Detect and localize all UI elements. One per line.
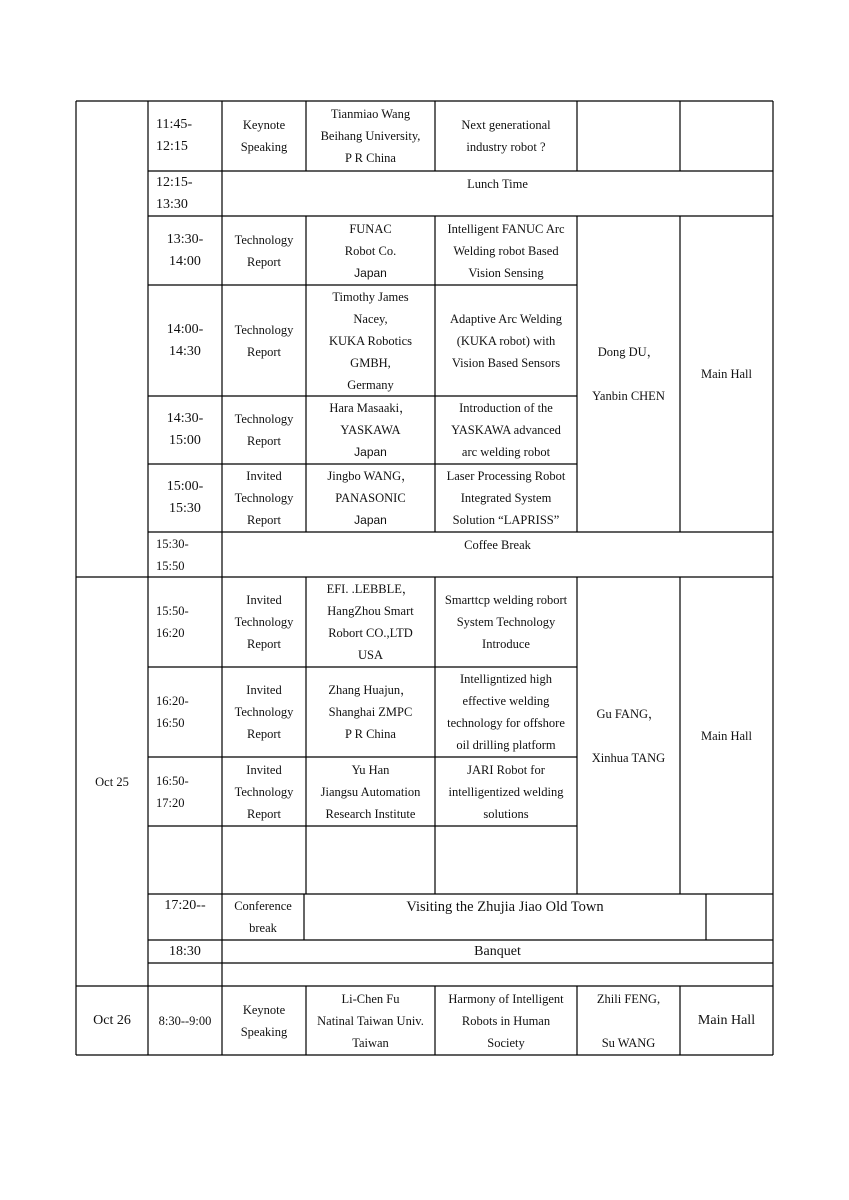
- talk-title: Introduction of the YASKAWA advanced arc welding robot: [451, 401, 561, 459]
- session-chairs: Gu FANG， Xinhua TANG: [591, 706, 666, 765]
- session-type: Technology Report: [234, 232, 294, 269]
- speaker-cell: Li-Chen Fu Natinal Taiwan Univ. Taiwan: [317, 991, 424, 1050]
- event-label: Coffee Break: [464, 537, 531, 552]
- speaker-cell: [306, 464, 435, 532]
- speaker-cell: Tianmiao Wang Beihang University, P R China: [320, 107, 421, 165]
- session-type: Keynote Speaking: [240, 1002, 288, 1039]
- session-type: Keynote Speaking: [240, 118, 288, 154]
- talk-title: JARI Robot for intelligentized welding solutions: [448, 762, 564, 821]
- time-cell: 8:30--9:00: [158, 1013, 212, 1028]
- session-type: Technology Report: [234, 322, 294, 359]
- time-cell: 11:45- 12:15: [156, 117, 193, 154]
- session-type: Conference break: [234, 899, 292, 935]
- session-chairs: Zhili FENG, Su WANG: [596, 991, 661, 1050]
- event-label: Visiting the Zhujia Jiao Old Town: [406, 899, 604, 915]
- talk-title: Laser Processing Robot Integrated System Solution “LAPRISS”: [446, 469, 566, 527]
- speaker-cell: Timothy James Nacey, KUKA Robotics GMBH, Germany: [329, 289, 412, 392]
- event-label: Lunch Time: [467, 176, 528, 191]
- session-type: Invited Technology Report: [234, 762, 294, 821]
- time-cell: 18:30: [169, 943, 201, 959]
- speaker-cell: [306, 577, 435, 667]
- session-type: Invited Technology Report: [234, 593, 294, 651]
- session-type: Technology Report: [234, 412, 294, 448]
- talk-title: Adaptive Arc Welding (KUKA robot) with Vision Based Sensors: [450, 311, 562, 370]
- speaker-name: Jingbo WANG， PANASONIC: [327, 469, 414, 505]
- event-label: Banquet: [474, 943, 521, 959]
- speaker-country: Japan: [354, 265, 387, 280]
- time-cell: 17:20--: [164, 898, 206, 913]
- session-room: Main Hall: [700, 367, 753, 381]
- talk-title: Intelligntized high effective welding technology for offshore oil drilling platform: [447, 672, 565, 752]
- session-type: Invited Technology Report: [234, 683, 294, 741]
- session-room: Main Hall: [700, 728, 753, 743]
- talk-title: Intelligent FANUC Arc Welding robot Based Vision Sensing: [447, 221, 565, 280]
- session-type: Invited Technology Report: [234, 469, 294, 527]
- time-cell: 15:00- 15:30: [166, 479, 204, 516]
- talk-title: Next generational industry robot ?: [461, 118, 551, 154]
- time-cell: 15:50- 16:20: [156, 604, 189, 640]
- speaker-name: EFI. .LEBBLE， HangZhou Smart Robort CO.,LTD: [326, 582, 415, 640]
- talk-title: Harmony of Intelligent Robots in Human Society: [448, 991, 564, 1050]
- speaker-cell: Zhang Huajun， Shanghai ZMPC P R China: [328, 683, 413, 741]
- speaker-cell: Yu Han Jiangsu Automation Research Institute: [320, 762, 421, 821]
- time-cell: 13:30- 14:00: [166, 231, 204, 269]
- speaker-country: Japan: [354, 445, 387, 459]
- time-cell: 15:30- 15:50: [156, 536, 189, 573]
- speaker-country: Japan: [354, 513, 387, 527]
- speaker-name: Hara Masaaki， YASKAWA: [329, 401, 412, 437]
- session-chairs: Dong DU， Yanbin CHEN: [592, 345, 665, 403]
- time-cell: 14:00- 14:30: [166, 321, 204, 359]
- talk-title: Smarttcp welding robort System Technology Introduce: [444, 593, 568, 651]
- session-room: Main Hall: [697, 1012, 756, 1028]
- time-cell: 16:50- 17:20: [156, 773, 189, 810]
- speaker-country: USA: [357, 648, 383, 662]
- time-cell: 16:20- 16:50: [156, 694, 189, 730]
- date-oct25: Oct 25: [95, 774, 129, 789]
- time-cell: 14:30- 15:00: [166, 411, 204, 448]
- speaker-name: FUNAC Robot Co.: [344, 221, 397, 258]
- speaker-cell: [306, 216, 435, 285]
- date-oct26: Oct 26: [93, 1012, 131, 1028]
- speaker-cell: [306, 396, 435, 464]
- time-cell: 12:15- 13:30: [156, 174, 193, 212]
